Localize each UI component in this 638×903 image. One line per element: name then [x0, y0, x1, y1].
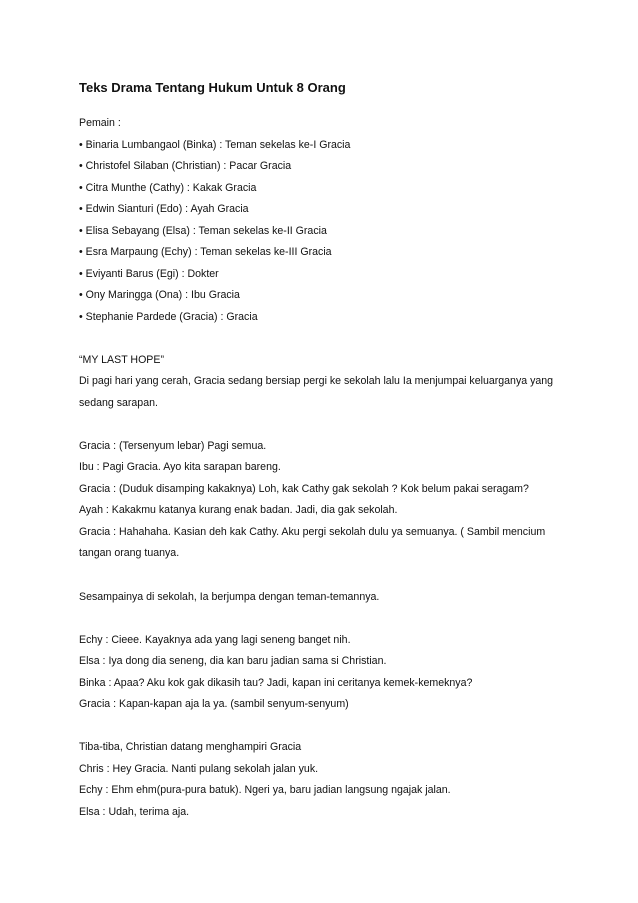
- story-title: “MY LAST HOPE”: [79, 354, 164, 366]
- narration-line: Sesampainya di sekolah, Ia berjumpa dengan teman-temannya.: [79, 591, 380, 603]
- cast-item: • Stephanie Pardede (Gracia) : Gracia: [79, 311, 258, 323]
- dialog-line: Elsa : Udah, terima aja.: [79, 806, 190, 818]
- cast-item: • Eviyanti Barus (Egi) : Dokter: [79, 268, 219, 280]
- cast-item: • Elisa Sebayang (Elsa) : Teman sekelas ke-II Gracia: [79, 225, 327, 237]
- dialog-line: Gracia : Kapan-kapan aja la ya. (sambil senyum-senyum): [79, 698, 349, 710]
- dialog-line: Ibu : Pagi Gracia. Ayo kita sarapan bareng.: [79, 461, 281, 473]
- cast-item: • Esra Marpaung (Echy) : Teman sekelas ke-III Gracia: [79, 246, 332, 258]
- pemain-label: Pemain :: [79, 117, 121, 129]
- dialog-line: Chris : Hey Gracia. Nanti pulang sekolah jalan yuk.: [79, 763, 319, 775]
- document-title: Teks Drama Tentang Hukum Untuk 8 Orang: [79, 80, 346, 95]
- cast-item: • Binaria Lumbangaol (Binka) : Teman sekelas ke-I Gracia: [79, 139, 351, 151]
- dialog-line: Elsa : Iya dong dia seneng, dia kan baru jadian sama si Christian.: [79, 655, 387, 667]
- narration-line: sedang sarapan.: [79, 397, 158, 409]
- dialog-line: Echy : Cieee. Kayaknya ada yang lagi seneng banget nih.: [79, 634, 351, 646]
- cast-item: • Christofel Silaban (Christian) : Pacar Gracia: [79, 160, 292, 172]
- dialog-line: Binka : Apaa? Aku kok gak dikasih tau? Jadi, kapan ini ceritanya kemek-kemeknya?: [79, 677, 473, 689]
- narration-line: Tiba-tiba, Christian datang menghampiri Gracia: [79, 741, 302, 753]
- cast-item: • Edwin Sianturi (Edo) : Ayah Gracia: [79, 203, 249, 215]
- document-page: [79, 0, 579, 903]
- dialog-line: Gracia : (Tersenyum lebar) Pagi semua.: [79, 440, 267, 452]
- dialog-line: Gracia : Hahahaha. Kasian deh kak Cathy. Aku pergi sekolah dulu ya semuanya. ( Sambil mencium: [79, 526, 546, 538]
- dialog-line: Echy : Ehm ehm(pura-pura batuk). Ngeri ya, baru jadian langsung ngajak jalan.: [79, 784, 451, 796]
- cast-item: • Ony Maringga (Ona) : Ibu Gracia: [79, 289, 240, 301]
- cast-item: • Citra Munthe (Cathy) : Kakak Gracia: [79, 182, 257, 194]
- dialog-line: Ayah : Kakakmu katanya kurang enak badan. Jadi, dia gak sekolah.: [79, 504, 398, 516]
- dialog-line: tangan orang tuanya.: [79, 547, 180, 559]
- dialog-line: Gracia : (Duduk disamping kakaknya) Loh, kak Cathy gak sekolah ? Kok belum pakai seragam?: [79, 483, 529, 495]
- narration-line: Di pagi hari yang cerah, Gracia sedang bersiap pergi ke sekolah lalu Ia menjumpai keluarganya yang: [79, 375, 554, 387]
